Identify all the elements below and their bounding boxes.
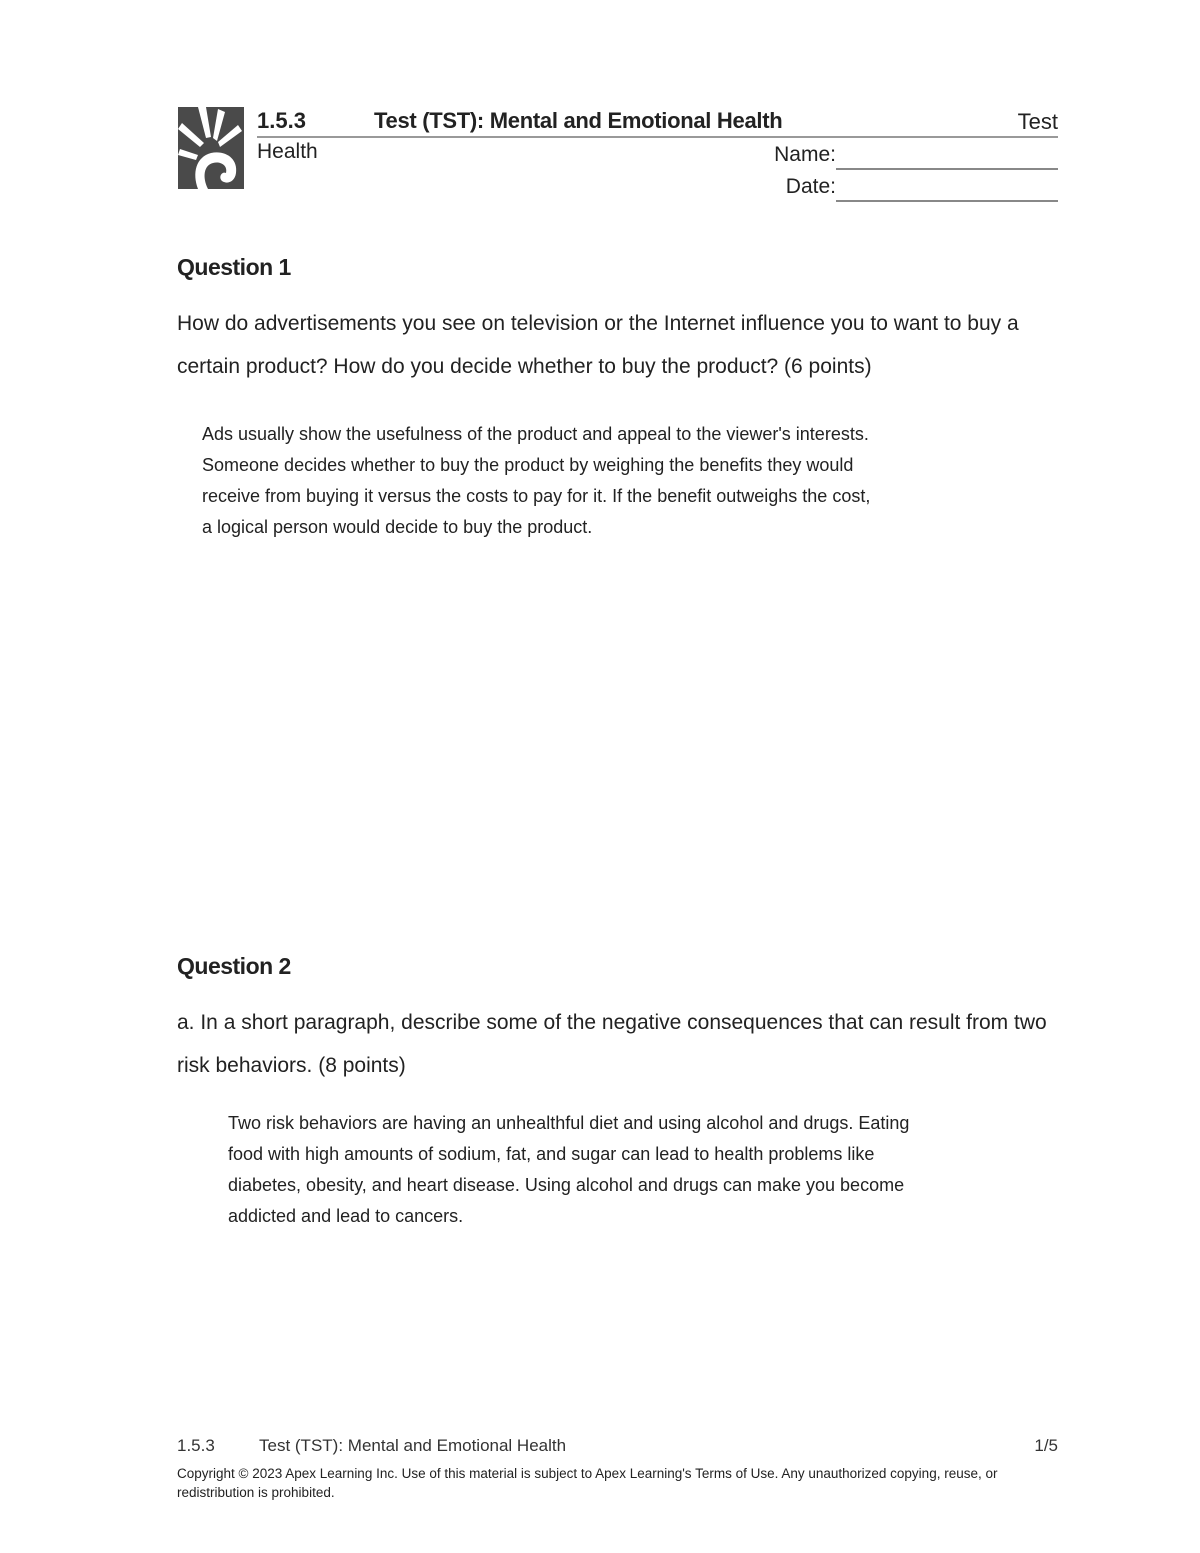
answer-line: receive from buying it versus the costs to pay for it. If the benefit outweighs the cost,: [202, 486, 871, 506]
copyright-notice: Copyright © 2023 Apex Learning Inc. Use of this material is subject to Apex Learning's Terms of Use. Any unauthorized copying, reuse, or redistribution is prohibited.: [177, 1466, 998, 1500]
question-2-heading: Question 2: [177, 953, 291, 979]
page-number: 1/5: [1034, 1436, 1058, 1455]
name-label: Name:: [774, 143, 836, 166]
question-1-answer[interactable]: [202, 419, 870, 543]
document-type: Test: [1017, 109, 1058, 134]
answer-line: food with high amounts of sodium, fat, and sugar can lead to health problems like: [228, 1144, 875, 1164]
question-2-answer[interactable]: [228, 1108, 909, 1232]
date-field[interactable]: [836, 200, 1058, 202]
name-field[interactable]: [836, 168, 1058, 170]
date-label: Date:: [785, 175, 836, 198]
question-1-prompt: How do advertisements you see on television or the Internet influence you to want to buy a certain product? How do you decide whether to buy the product? (6 points): [177, 312, 1019, 378]
footer-number: 1.5.3: [177, 1436, 215, 1455]
question-2-prompt: a. In a short paragraph, describe some of the negative consequences that can result from two risk behaviors. (8 points): [177, 1011, 1047, 1077]
header-rule: [257, 136, 1058, 138]
answer-line: addicted and lead to cancers.: [228, 1206, 464, 1226]
answer-line: a logical person would decide to buy the product.: [202, 517, 593, 537]
answer-line: diabetes, obesity, and heart disease. Using alcohol and drugs can make you become: [228, 1175, 905, 1195]
subject-label: Health: [257, 140, 318, 163]
footer-title: Test (TST): Mental and Emotional Health: [259, 1436, 567, 1455]
document-number: 1.5.3: [257, 108, 306, 133]
document-title: Test (TST): Mental and Emotional Health: [374, 108, 783, 133]
answer-line: Ads usually show the usefulness of the product and appeal to the viewer's interests.: [202, 424, 869, 444]
question-1-heading: Question 1: [177, 254, 291, 280]
answer-line: Two risk behaviors are having an unhealthful diet and using alcohol and drugs. Eating: [228, 1113, 910, 1133]
apex-logo: [178, 107, 244, 189]
answer-line: Someone decides whether to buy the product by weighing the benefits they would: [202, 455, 854, 475]
